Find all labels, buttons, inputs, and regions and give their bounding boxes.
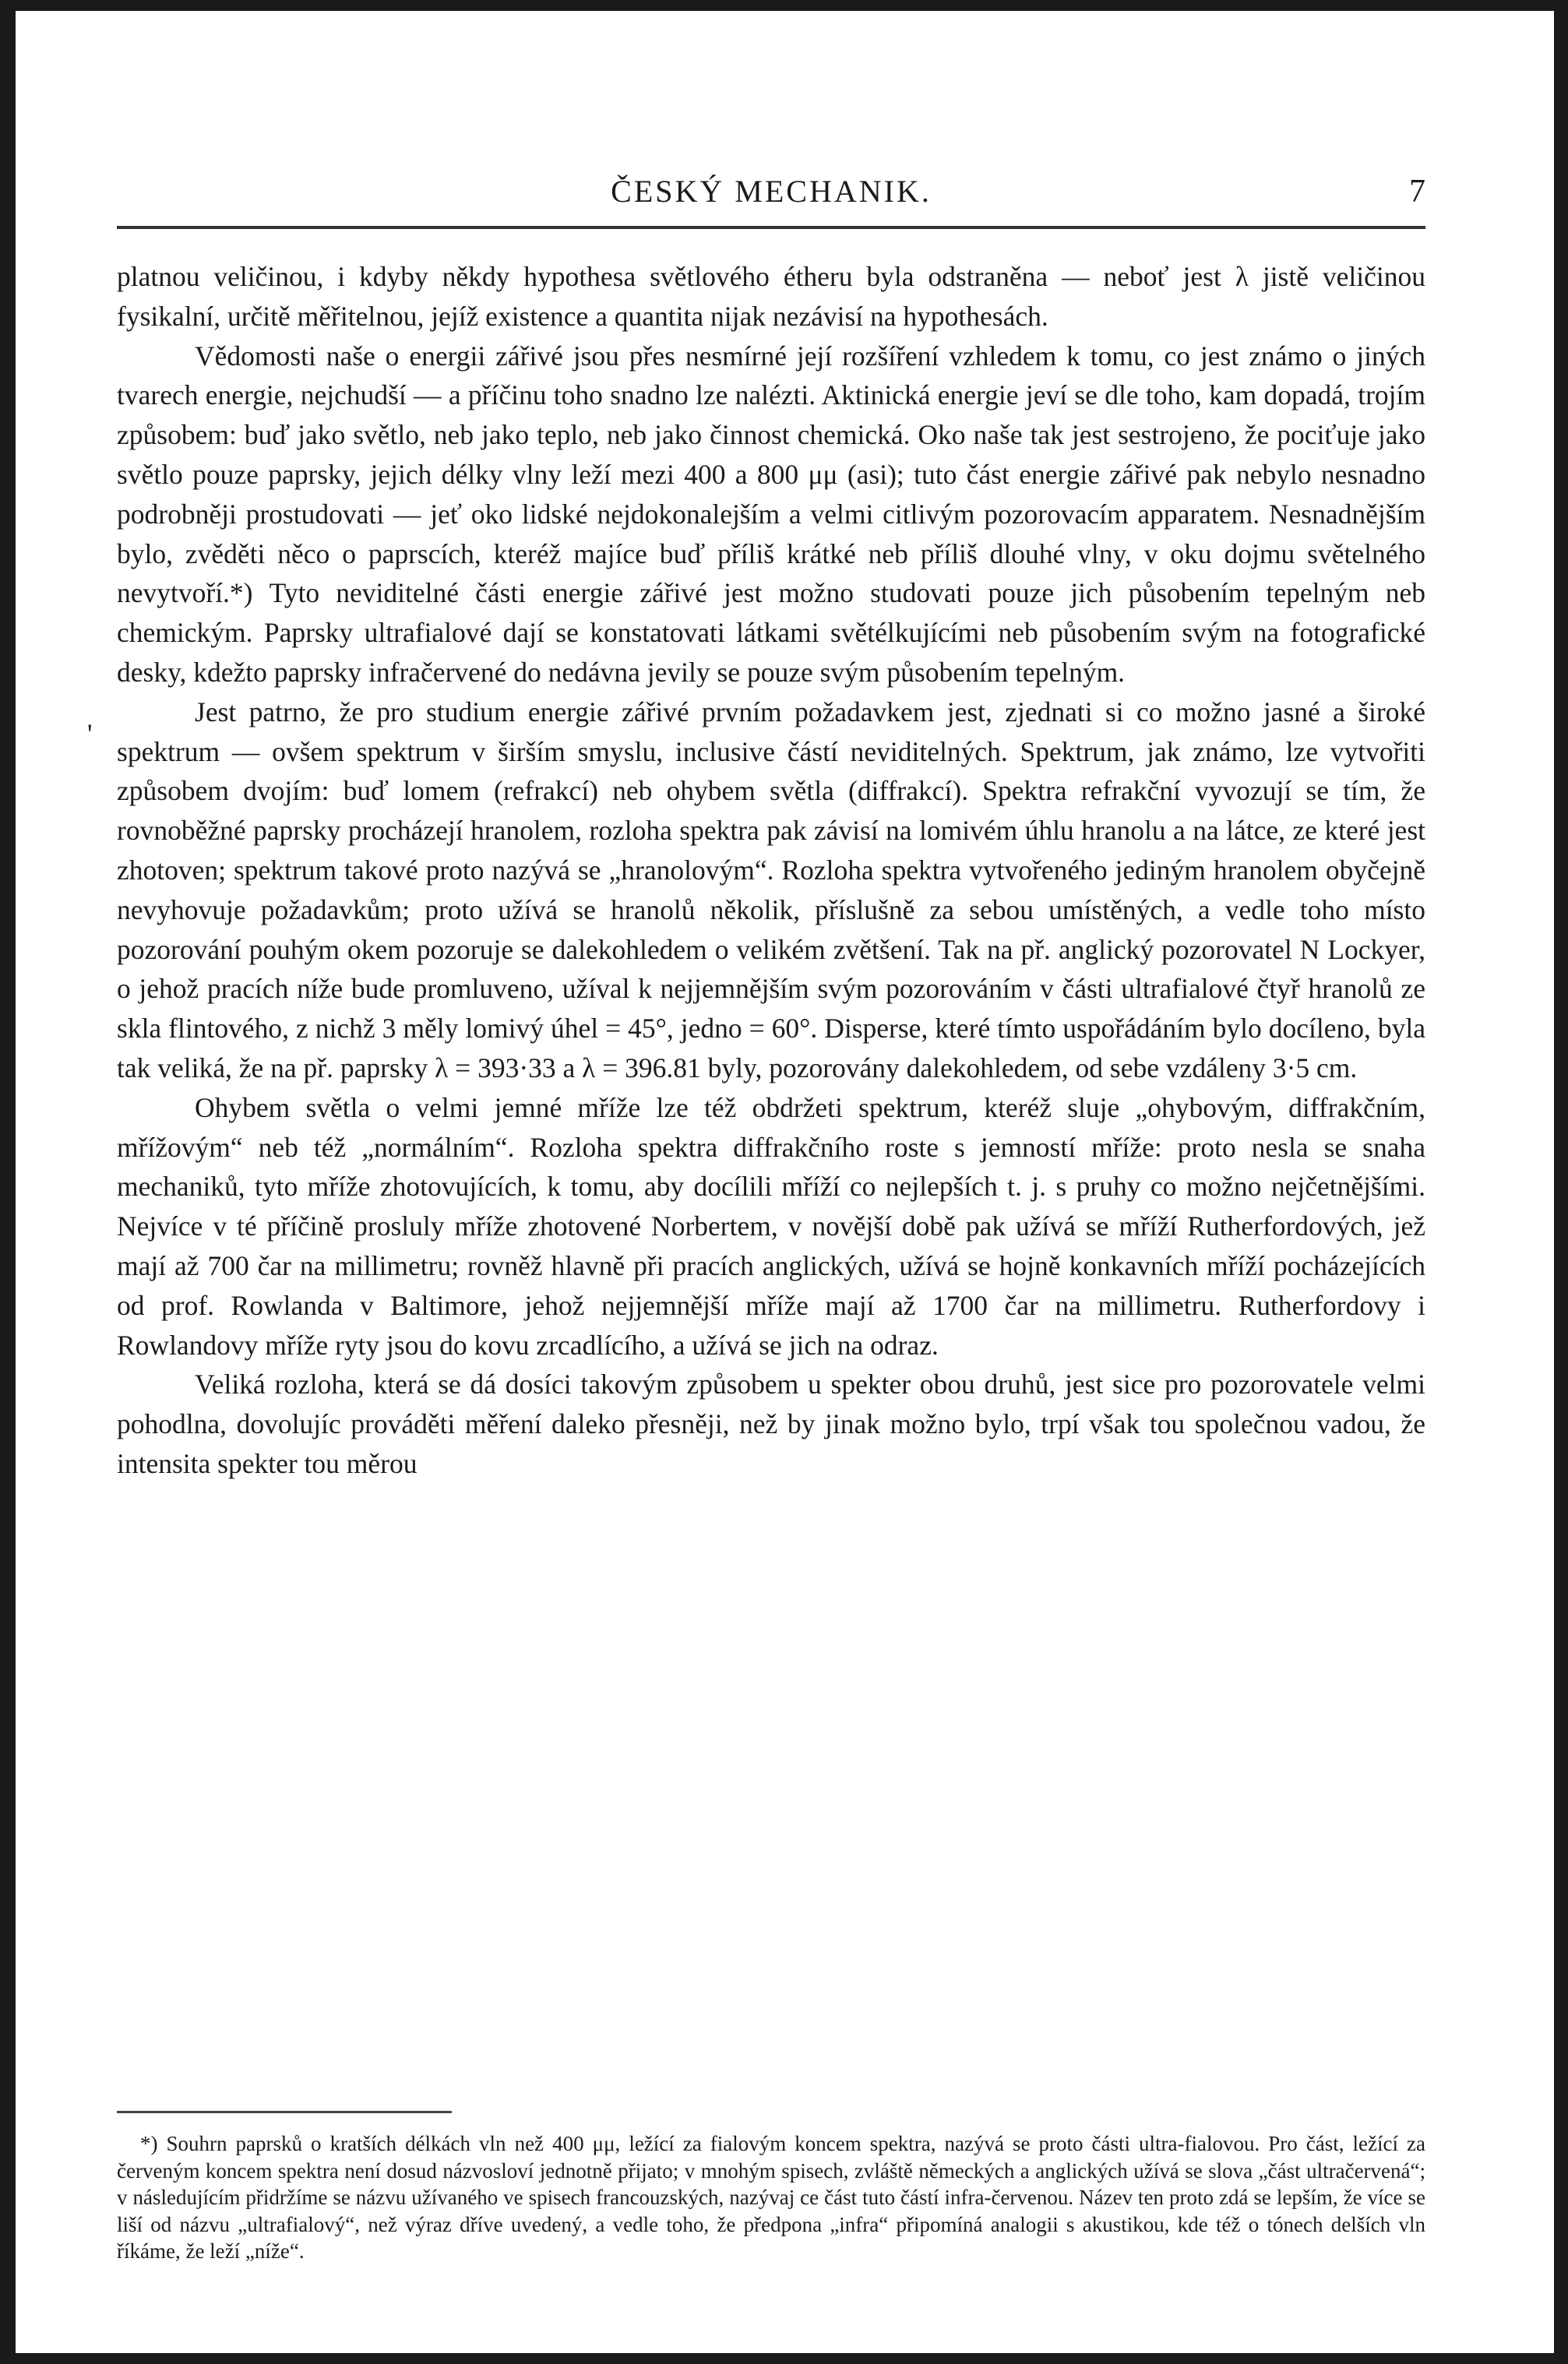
running-title: ČESKÝ MECHANIK. (611, 174, 932, 209)
margin-mark: ' (87, 718, 93, 749)
footnote: *) Souhrn paprsků o kratších délkách vln než 400 μμ, ležící za fialovým koncem spektra, nazývá se proto části ultra-fialovou. Pro část, ležící za červeným koncem spektra není dosud názvosloví jednotně přijato; v mnohým spisech, zvláště německých a anglických užívá se slova „část ultračervená“; v následujícím přidržíme se názvu užívaného ve spisech francouzských, nazývaj ce část tuto částí infra-červenou. Název ten proto zdá se lepším, že více se liší od názvu „ultrafialový“, než výraz dříve uvedený, a vedle toho, že předpona „infra“ připomíná analogii s akustikou, kde též o tónech delších vln říkáme, že leží „níže“. (117, 2132, 1425, 2263)
paragraph-continued: platnou veličinou, i kdyby někdy hypothesa světlového étheru byla odstraněna — neboť jest λ jistě veličinou fysikalní, určitě měřitelnou, jejíž existence a quantita nijak nezávisí na hypothesách. (117, 261, 1425, 332)
running-head (117, 173, 1425, 220)
footnotes (117, 2130, 1425, 2265)
header-rule (117, 226, 1425, 229)
footnote-rule (117, 2111, 452, 2113)
paragraph: Ohybem světla o velmi jemné mříže lze též obdržeti spektrum, kteréž sluje „ohybovým, diffrakčním, mřížovým“ neb též „normálním“. Rozloha spektra diffrakčního roste s jemností mříže: proto nesla se snaha mechaniků, tyto mříže zhotovujících, k tomu, aby docílili mříží co nejlepších t. j. s pruhy co možno nejčetnějšími. Nejvíce v té příčině prosluly mříže zhotovené Norbertem, v novější době pak užívá se mříží Rutherfordových, jež mají až 700 čar na millimetru; rovněž hlavně při pracích anglických, užívá se hojně konkavních mříží pocházejících od prof. Rowlanda v Baltimore, jehož nejjemnější mříže mají až 1700 čar na millimetru. Rutherfordovy i Rowlandovy mříže ryty jsou do kovu zrcadlícího, a užívá se jich na odraz. (117, 1091, 1425, 1361)
paragraph: Veliká rozloha, která se dá dosíci takovým způsobem u spekter obou druhů, jest sice pro pozorovatele velmi pohodlna, dovolujíc prováděti měření daleko přesněji, než by jinak možno bylo, trpí však tou společnou vadou, že intensita spekter tou měrou (117, 1369, 1425, 1479)
body-text (117, 257, 1425, 1484)
paragraph: Jest patrno, že pro studium energie zářivé prvním požadavkem jest, zjednati si co možno jasné a široké spektrum — ovšem spektrum v širším smyslu, inclusive částí neviditelných. Spektrum, jak známo, lze vytvořiti způsobem dvojím: buď lomem (refrakcí) neb ohybem světla (diffrakcí). Spektra refrakční vyvozují se tím, že rovnoběžné paprsky procházejí hranolem, rozloha spektra pak závisí na lomivém úhlu hranolu a na látce, ze které jest zhotoven; spektrum takové proto nazývá se „hranolovým“. Rozloha spektra vytvořeného jediným hranolem obyčejně nevyhovuje požadavkům; proto užívá se hranolů několik, příslušně za sebou umístěných, a vedle toho místo pozorování pouhým okem pozoruje se dalekohledem o velikém zvětšení. Tak na př. anglický pozorovatel N Lockyer, o jehož pracích níže bude promluveno, užíval k nejjemnějším svým pozorováním v části ultrafialové čtyř hranolů ze skla flintového, z nichž 3 měly lomivý úhel = 45°, jedno = 60°. Disperse, které tímto uspořádáním bylo docíleno, byla tak veliká, že na př. paprsky λ = 393·33 a λ = 396.81 byly, pozorovány dalekohledem, od sebe vzdáleny 3·5 cm. (117, 696, 1425, 1083)
paragraph: Vědomosti naše o energii zářivé jsou přes nesmírné její rozšíření vzhledem k tomu, co jest známo o jiných tvarech energie, nejchudší — a příčinu toho snadno lze nalézti. Aktinická energie jeví se dle toho, kam dopadá, trojím způsobem: buď jako světlo, neb jako teplo, neb jako činnost chemická. Oko naše tak jest sestrojeno, že pociťuje jako světlo pouze paprsky, jejich délky vlny leží mezi 400 a 800 μμ (asi); tuto část energie zářivé pak nebylo nesnadno podrobněji prostudovati — jeť oko lidské nejdokonalejším a velmi citlivým pozorovacím apparatem. Nesnadnějším bylo, zvěděti něco o paprscích, kteréž majíce buď příliš krátké neb příliš dlouhé vlny, v oku dojmu světelného nevytvoří.*) Tyto neviditelné části energie zářivé jest možno studovati pouze jich působením tepelným neb chemickým. Paprsky ultrafialové dají se konstatovati látkami světélkujícími neb působením svým na fotografické desky, kdežto paprsky infračervené do nedávna jevily se pouze svým působením tepelným. (117, 340, 1425, 688)
page-number: 7 (1409, 174, 1425, 210)
